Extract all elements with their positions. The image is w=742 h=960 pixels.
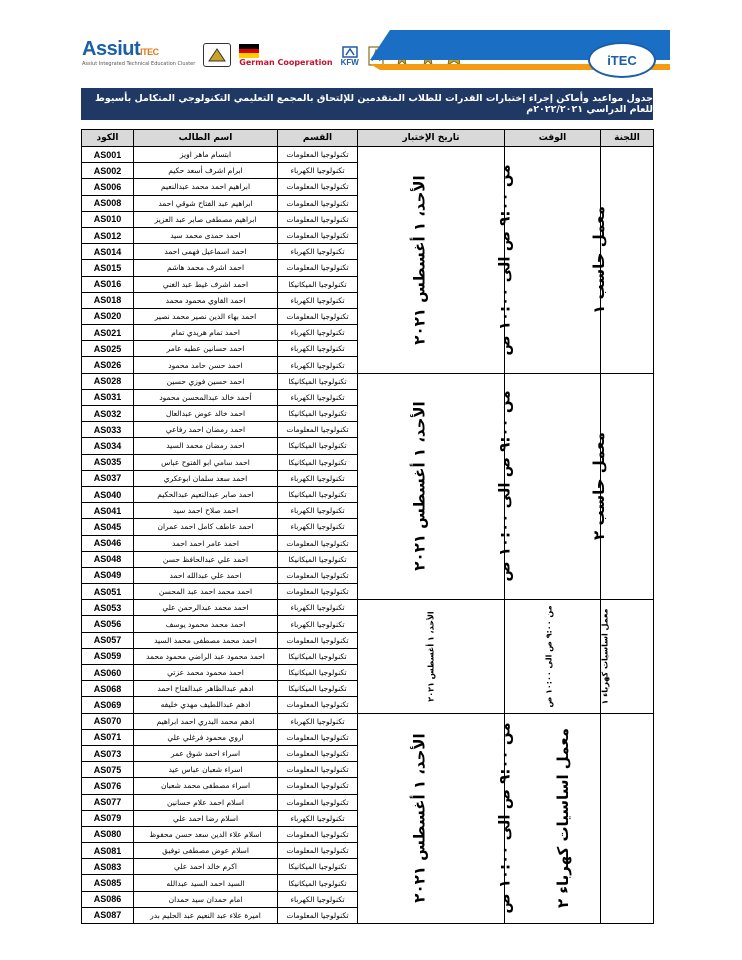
student-code: AS015 bbox=[82, 260, 134, 276]
student-name: اسلام احمد علام حسانين bbox=[134, 794, 278, 810]
student-code: AS025 bbox=[82, 341, 134, 357]
exam-date bbox=[358, 600, 505, 713]
student-code: AS020 bbox=[82, 308, 134, 324]
department: تكنولوجيا الكهرباء bbox=[278, 325, 358, 341]
exam-time-text: من ٩:٠٠ ص الى ١٠:٠٠ ص bbox=[495, 164, 514, 356]
department: تكنولوجيا الميكانيكا bbox=[278, 486, 358, 502]
student-name: احمد صابر عبدالنعيم عبدالحكيم bbox=[134, 486, 278, 502]
department: تكنولوجيا الميكانيكا bbox=[278, 859, 358, 875]
student-name: احمد تمام هريدي تمام bbox=[134, 325, 278, 341]
student-name: ابراهيم عبد الفتاح شوقي احمد bbox=[134, 195, 278, 211]
table-row bbox=[82, 147, 654, 163]
student-name: اسلام علاء الدين سعد حسن محفوظ bbox=[134, 826, 278, 842]
committee-room bbox=[590, 147, 654, 374]
department: تكنولوجيا الكهرباء bbox=[278, 163, 358, 179]
student-code: AS033 bbox=[82, 422, 134, 438]
student-code: AS086 bbox=[82, 891, 134, 907]
department: تكنولوجيا المعلومات bbox=[278, 422, 358, 438]
exam-time-text: من ٩:٠٠ ص الى ١٠:٠٠ ص bbox=[544, 605, 554, 708]
department: تكنولوجيا المعلومات bbox=[278, 260, 358, 276]
student-code: AS049 bbox=[82, 567, 134, 583]
department: تكنولوجيا الكهرباء bbox=[278, 292, 358, 308]
student-code: AS045 bbox=[82, 519, 134, 535]
student-name: أحمد خالد عبدالمحسن محمود bbox=[134, 389, 278, 405]
kfw-logo: KFW bbox=[341, 46, 359, 67]
exam-time-text: من ٩:٠٠ ص الى ١٠:٠٠ ص bbox=[495, 390, 514, 583]
student-name: احمد سعد سلمان ابوعكري bbox=[134, 470, 278, 486]
student-code: AS035 bbox=[82, 454, 134, 470]
department: تكنولوجيا المعلومات bbox=[278, 794, 358, 810]
student-code: AS002 bbox=[82, 163, 134, 179]
department: تكنولوجيا الميكانيكا bbox=[278, 373, 358, 389]
department: تكنولوجيا الكهرباء bbox=[278, 357, 358, 373]
header-time: الوقت bbox=[505, 130, 601, 147]
kfw-icon bbox=[342, 46, 358, 58]
department: تكنولوجيا المعلومات bbox=[278, 762, 358, 778]
department: تكنولوجيا المعلومات bbox=[278, 179, 358, 195]
department: تكنولوجيا الميكانيكا bbox=[278, 406, 358, 422]
student-code: AS026 bbox=[82, 357, 134, 373]
department: تكنولوجيا الكهرباء bbox=[278, 519, 358, 535]
department: تكنولوجيا المعلومات bbox=[278, 308, 358, 324]
student-name: احمد رمضان احمد رفاعي bbox=[134, 422, 278, 438]
ministry-logo bbox=[203, 43, 231, 67]
student-name: اسلام عوض مصطفى توفيق bbox=[134, 843, 278, 859]
student-code: AS076 bbox=[82, 778, 134, 794]
department: تكنولوجيا المعلومات bbox=[278, 227, 358, 243]
department: تكنولوجيا الميكانيكا bbox=[278, 648, 358, 664]
student-name: اسراء احمد شوق عمر bbox=[134, 745, 278, 761]
student-code: AS059 bbox=[82, 648, 134, 664]
student-name: اسلام رضا احمد علي bbox=[134, 810, 278, 826]
department: تكنولوجيا المعلومات bbox=[278, 147, 358, 163]
table-row bbox=[82, 713, 654, 729]
header-dept: القسم bbox=[278, 130, 358, 147]
committee-room-text: معمل اساسيات كهرباء ١ bbox=[600, 608, 610, 705]
student-code: AS032 bbox=[82, 406, 134, 422]
student-code: AS081 bbox=[82, 843, 134, 859]
department: تكنولوجيا الميكانيكا bbox=[278, 681, 358, 697]
student-name: احمد بهاء الدين نصير محمد نصير bbox=[134, 308, 278, 324]
student-code: AS075 bbox=[82, 762, 134, 778]
student-code: AS085 bbox=[82, 875, 134, 891]
student-name: احمد محمد عبدالرحمن علي bbox=[134, 600, 278, 616]
department: تكنولوجيا الميكانيكا bbox=[278, 454, 358, 470]
student-name: احمد صلاح احمد سيد bbox=[134, 503, 278, 519]
exam-date-text: الأحد، ١ أغسطس ٢٠٢١ bbox=[410, 401, 429, 572]
department: تكنولوجيا المعلومات bbox=[278, 697, 358, 713]
department: تكنولوجيا الميكانيكا bbox=[278, 551, 358, 567]
schedule-table bbox=[81, 129, 654, 924]
student-name: ابراهيم مصطفى صابر عبد العزيز bbox=[134, 211, 278, 227]
page-title: جدول مواعيد وأماكن إجراء إختبارات القدرات للطلاب المتقدمين للإلتحاق بالمجمع التعليمي التكنولوجي المتكامل بأسيوط للعام الدراسي ٢٠٢٢/٢٠٢١م bbox=[81, 88, 653, 120]
department: تكنولوجيا المعلومات bbox=[278, 211, 358, 227]
student-name: ابتسام ماهر اويز bbox=[134, 147, 278, 163]
department: تكنولوجيا المعلومات bbox=[278, 632, 358, 648]
student-code: AS021 bbox=[82, 325, 134, 341]
student-code: AS057 bbox=[82, 632, 134, 648]
student-code: AS028 bbox=[82, 373, 134, 389]
student-name: ادهم عبدالظاهر عبدالفتاح احمد bbox=[134, 681, 278, 697]
committee-room bbox=[601, 600, 654, 713]
student-name: احمد محمد محمود يوسف bbox=[134, 616, 278, 632]
table-row bbox=[82, 600, 654, 616]
student-name: احمد عامر احمد احمد bbox=[134, 535, 278, 551]
student-name: احمد محمود عبد الراضي محمود محمد bbox=[134, 648, 278, 664]
student-code: AS056 bbox=[82, 616, 134, 632]
student-code: AS070 bbox=[82, 713, 134, 729]
student-name: ابرام اشرف أسعد حكيم bbox=[134, 163, 278, 179]
student-name: اسراء مصطفى محمد شعبان bbox=[134, 778, 278, 794]
student-code: AS018 bbox=[82, 292, 134, 308]
student-code: AS012 bbox=[82, 227, 134, 243]
department: تكنولوجيا الكهرباء bbox=[278, 244, 358, 260]
student-code: AS006 bbox=[82, 179, 134, 195]
student-code: AS014 bbox=[82, 244, 134, 260]
student-code: AS077 bbox=[82, 794, 134, 810]
student-name: احمد عاطف كامل احمد عمران bbox=[134, 519, 278, 535]
student-name: اسراء شعبان عباس عيد bbox=[134, 762, 278, 778]
student-code: AS051 bbox=[82, 584, 134, 600]
student-name: احمد علي عبدالحافظ حسن bbox=[134, 551, 278, 567]
student-name: احمد حسن حامد محمود bbox=[134, 357, 278, 373]
itec-logo: iTEC bbox=[588, 42, 656, 78]
exam-date-text: الأحد، ١ أغسطس ٢٠٢١ bbox=[410, 175, 429, 345]
committee-room-text: معمل حاسب ٢ bbox=[590, 432, 609, 541]
header-name: اسم الطالب bbox=[134, 130, 278, 147]
department: تكنولوجيا المعلومات bbox=[278, 567, 358, 583]
student-code: AS008 bbox=[82, 195, 134, 211]
student-code: AS001 bbox=[82, 147, 134, 163]
student-code: AS010 bbox=[82, 211, 134, 227]
department: تكنولوجيا الكهرباء bbox=[278, 616, 358, 632]
department: تكنولوجيا المعلومات bbox=[278, 584, 358, 600]
committee-room bbox=[553, 713, 654, 923]
exam-date-text: الأحد، ١ أغسطس ٢٠٢١ bbox=[410, 733, 429, 903]
german-flag-icon bbox=[239, 44, 259, 58]
student-name: اروي محمود فرغلي علي bbox=[134, 729, 278, 745]
department: تكنولوجيا الكهرباء bbox=[278, 891, 358, 907]
table-header-row bbox=[82, 130, 654, 147]
student-name: احمد حسانين عطيه عامر bbox=[134, 341, 278, 357]
student-name: احمد علي عبدالله احمد bbox=[134, 567, 278, 583]
student-code: AS073 bbox=[82, 745, 134, 761]
exam-date-text: الأحد، ١ أغسطس ٢٠٢١ bbox=[426, 611, 436, 702]
student-name: احمد القاوي محمود محمد bbox=[134, 292, 278, 308]
department: تكنولوجيا الميكانيكا bbox=[278, 875, 358, 891]
department: تكنولوجيا المعلومات bbox=[278, 826, 358, 842]
student-code: AS068 bbox=[82, 681, 134, 697]
department: تكنولوجيا المعلومات bbox=[278, 907, 358, 923]
department: تكنولوجيا المعلومات bbox=[278, 745, 358, 761]
student-name: احمد اشرف محمد هاشم bbox=[134, 260, 278, 276]
table-row bbox=[82, 373, 654, 389]
committee-room-text: معمل اساسيات كهرباء ٢ bbox=[553, 728, 572, 909]
department: تكنولوجيا المعلومات bbox=[278, 778, 358, 794]
student-name: ادهم محمد البدري احمد ابراهيم bbox=[134, 713, 278, 729]
student-name: اميرة علاء عبد النعيم عبد الحليم بدر bbox=[134, 907, 278, 923]
header-code: الكود bbox=[82, 130, 134, 147]
student-code: AS087 bbox=[82, 907, 134, 923]
department: تكنولوجيا المعلومات bbox=[278, 843, 358, 859]
student-code: AS037 bbox=[82, 470, 134, 486]
student-name: احمد حمدى محمد سيد bbox=[134, 227, 278, 243]
page-header bbox=[82, 30, 670, 86]
student-name: احمد محمود محمد عزتي bbox=[134, 665, 278, 681]
header-date: تاريخ الإختبار bbox=[358, 130, 505, 147]
department: تكنولوجيا المعلومات bbox=[278, 195, 358, 211]
student-code: AS069 bbox=[82, 697, 134, 713]
committee-room bbox=[590, 373, 654, 600]
department: تكنولوجيا المعلومات bbox=[278, 535, 358, 551]
department: تكنولوجيا الكهرباء bbox=[278, 600, 358, 616]
german-cooperation-logo: German Cooperation bbox=[239, 44, 332, 67]
assiut-itec-logo: AssiutITEC Assiut Integrated Technical Education Cluster bbox=[82, 38, 196, 67]
department: تكنولوجيا الميكانيكا bbox=[278, 665, 358, 681]
student-code: AS031 bbox=[82, 389, 134, 405]
student-name: احمد اسماعيل فهمى احمد bbox=[134, 244, 278, 260]
department: تكنولوجيا المعلومات bbox=[278, 729, 358, 745]
student-code: AS080 bbox=[82, 826, 134, 842]
student-code: AS041 bbox=[82, 503, 134, 519]
student-code: AS048 bbox=[82, 551, 134, 567]
student-name: السيد احمد السيد عبدالله bbox=[134, 875, 278, 891]
student-code: AS053 bbox=[82, 600, 134, 616]
student-code: AS079 bbox=[82, 810, 134, 826]
department: تكنولوجيا الكهرباء bbox=[278, 503, 358, 519]
student-code: AS040 bbox=[82, 486, 134, 502]
student-name: احمد رمضان محمد السيد bbox=[134, 438, 278, 454]
student-name: احمد سامي ابو الفتوح عباس bbox=[134, 454, 278, 470]
student-name: اكرم خالد احمد علي bbox=[134, 859, 278, 875]
exam-time-text: من ٩:٠٠ ص الى ١٠:٠٠ ص bbox=[495, 722, 514, 914]
department: تكنولوجيا الكهرباء bbox=[278, 713, 358, 729]
student-name: احمد حسين فوزي حسين bbox=[134, 373, 278, 389]
student-code: AS060 bbox=[82, 665, 134, 681]
student-name: ابراهيم احمد محمد عبدالنعيم bbox=[134, 179, 278, 195]
department: تكنولوجيا الكهرباء bbox=[278, 341, 358, 357]
header-committee: اللجنة bbox=[601, 130, 654, 147]
department: تكنولوجيا الميكانيكا bbox=[278, 276, 358, 292]
student-name: احمد محمد احمد عبد المحسن bbox=[134, 584, 278, 600]
student-name: امام حمدان سيد حمدان bbox=[134, 891, 278, 907]
department: تكنولوجيا الكهرباء bbox=[278, 470, 358, 486]
student-name: ادهم عبداللطيف مهدي خليفه bbox=[134, 697, 278, 713]
student-name: احمد اشرف غيط عبد الغني bbox=[134, 276, 278, 292]
student-name: احمد محمد مصطفى محمد السيد bbox=[134, 632, 278, 648]
student-code: AS083 bbox=[82, 859, 134, 875]
department: تكنولوجيا الكهرباء bbox=[278, 389, 358, 405]
department: تكنولوجيا الكهرباء bbox=[278, 810, 358, 826]
committee-room-text: معمل حاسب ١ bbox=[590, 205, 609, 314]
department: تكنولوجيا الميكانيكا bbox=[278, 438, 358, 454]
student-code: AS046 bbox=[82, 535, 134, 551]
student-name: احمد خالد عوض عبدالعال bbox=[134, 406, 278, 422]
student-code: AS016 bbox=[82, 276, 134, 292]
student-code: AS071 bbox=[82, 729, 134, 745]
student-code: AS034 bbox=[82, 438, 134, 454]
